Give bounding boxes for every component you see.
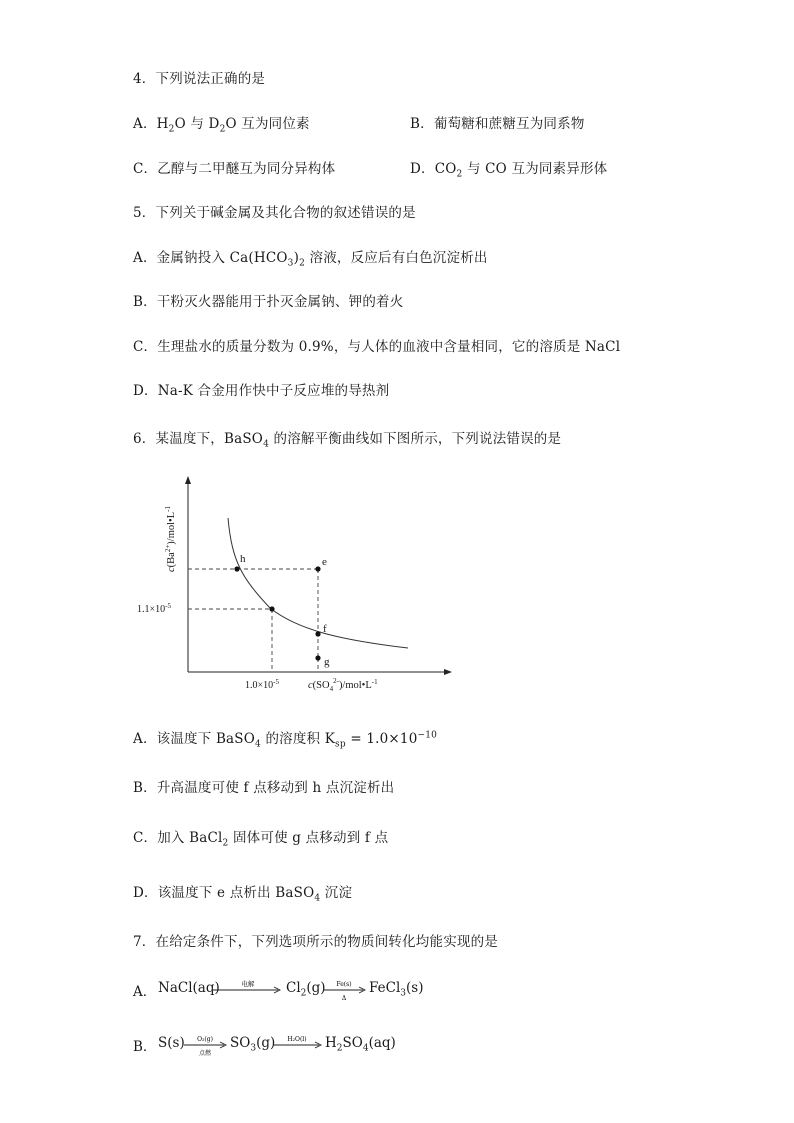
- q7-b-arrow-1: [183, 1031, 229, 1059]
- q5-stem: 5．下列关于碱金属及其化合物的叙述错误的是: [133, 205, 416, 221]
- q5-option-d: D．Na-K 合金用作快中子反应堆的导热剂: [133, 383, 390, 399]
- solubility-curve-chart: [130, 470, 460, 695]
- q4-stem: 4．下列说法正确的是: [133, 71, 266, 87]
- q6-option-b: B．升高温度可使 f 点移动到 h 点沉淀析出: [133, 780, 395, 796]
- y-axis-arrow: [185, 476, 191, 484]
- q7-a-species-2: $Cl_2(g)$: [286, 980, 326, 999]
- label-g: g: [324, 656, 330, 668]
- point-h: [234, 566, 239, 571]
- q7-a-arrow-2: [322, 976, 368, 1004]
- point-f: [315, 631, 320, 636]
- q7-a-species-3: FeCl$_3$(s): [369, 980, 424, 999]
- q6-option-a: A．该温度下 BaSO$_4$ 的溶度积 $K_{sp} = 1.0\times 10^{-10}$: [133, 730, 438, 750]
- q7-b-species-1: S(s): [158, 1035, 185, 1051]
- point-on-curve: [269, 606, 274, 611]
- point-e: [315, 566, 320, 571]
- x-axis-title: $c(SO_4^{2-})/mol•L^{-1}$: [308, 677, 378, 693]
- q6-stem: 6．某温度下，BaSO$_4$ 的溶解平衡曲线如下图所示，下列说法错误的是: [133, 431, 562, 450]
- svg-text:电解: 电解: [241, 980, 255, 988]
- y-tick-label: $1.1\times 10^{-5}$: [137, 602, 171, 615]
- x-axis-arrow: [444, 669, 452, 675]
- q7-option-a-label: A．: [133, 984, 157, 1000]
- point-g: [315, 655, 320, 660]
- q7-a-species-1: NaCl(aq): [158, 980, 220, 996]
- q7-b-arrow-2: [272, 1031, 324, 1059]
- q7-b-species-2: $SO_3(g)$: [230, 1035, 276, 1054]
- label-h: h: [240, 553, 246, 565]
- q7-b-species-3: $H_2SO_4(aq)$: [325, 1035, 396, 1054]
- svg-text:Fe(s): Fe(s): [336, 981, 352, 988]
- q4-option-d: D．$CO_2$ 与 CO 互为同素异形体: [410, 161, 608, 180]
- svg-text:点燃: 点燃: [198, 1050, 212, 1057]
- svg-text:O₂(g): O₂(g): [197, 1036, 213, 1043]
- q7-option-b-label: B．: [133, 1039, 157, 1055]
- svg-text:H₂O(l): H₂O(l): [287, 1036, 307, 1043]
- q5-option-b: B．干粉灭火器能用于扑灭金属钠、钾的着火: [133, 294, 404, 310]
- q7-stem: 7．在给定条件下，下列选项所示的物质间转化均能实现的是: [133, 934, 498, 950]
- y-axis-title: $c(Ba^{2+})/mol•L^{-1}$: [164, 506, 177, 572]
- q4-option-c: C．乙醇与二甲醚互为同分异构体: [133, 161, 336, 177]
- svg-text:Δ: Δ: [341, 995, 347, 1002]
- q7-a-arrow-1: [212, 976, 284, 1004]
- label-e: e: [322, 556, 327, 568]
- guide-lines: [188, 569, 318, 672]
- q6-option-c: C．加入 BaCl$_2$ 固体可使 g 点移动到 f 点: [133, 830, 389, 849]
- q6-option-d: D．该温度下 e 点析出 BaSO$_4$ 沉淀: [133, 885, 353, 904]
- q4-option-a: A．$H_2O$ 与 $D_2O$ 互为同位素: [133, 116, 310, 135]
- x-tick-label: $1.0\times 10^{-5}$: [245, 678, 279, 691]
- q5-option-a: A．金属钠投入 $Ca(HCO_3)_2$ 溶液，反应后有白色沉淀析出: [133, 250, 488, 269]
- label-f: f: [323, 623, 327, 635]
- q4-option-b: B．葡萄糖和蔗糖互为同系物: [410, 116, 585, 132]
- q5-option-c: C．生理盐水的质量分数为 0.9%，与人体的血液中含量相同，它的溶质是 NaCl: [133, 339, 621, 355]
